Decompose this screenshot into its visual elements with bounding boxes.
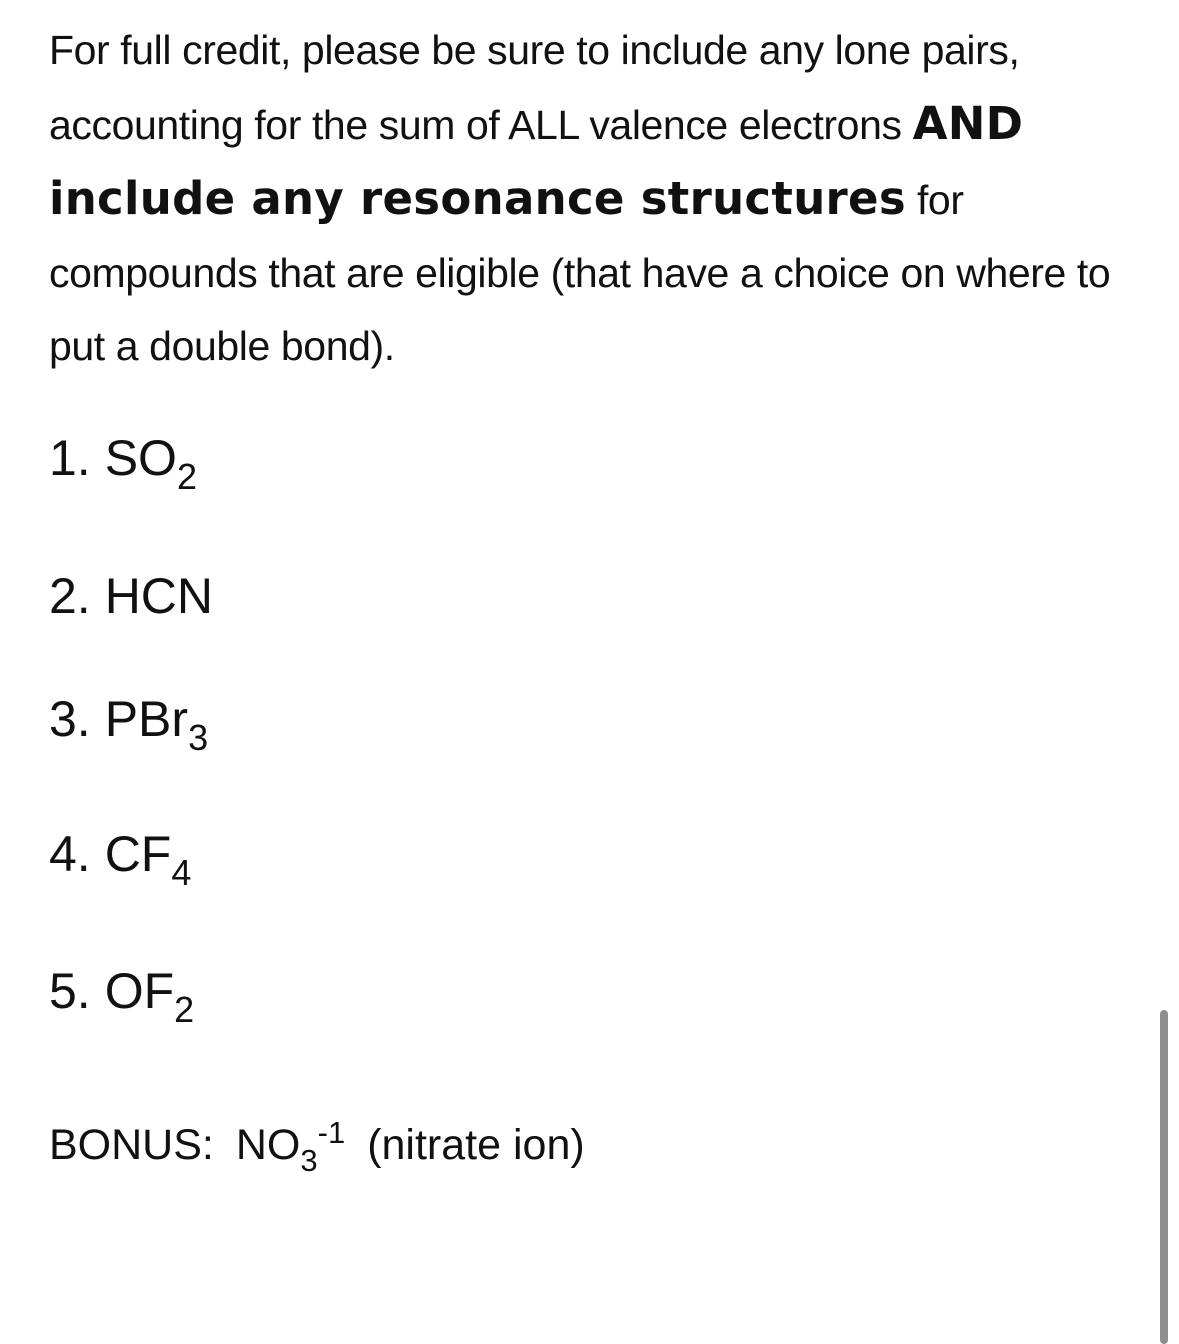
question-item — [49, 961, 195, 1030]
bonus-item — [49, 1115, 585, 1178]
formula: CF — [104, 826, 172, 882]
vertical-scrollbar[interactable] — [1160, 1010, 1168, 1344]
bonus-subscript: 3 — [300, 1143, 318, 1178]
bonus-formula: NO — [235, 1121, 301, 1169]
question-number: 2. — [49, 568, 91, 624]
question-item — [49, 824, 192, 893]
bonus-charge: -1 — [317, 1115, 346, 1150]
instructions-paragraph — [49, 14, 1149, 383]
question-item — [49, 428, 197, 497]
bonus-description: (nitrate ion) — [367, 1121, 585, 1169]
formula-subscript: 4 — [171, 852, 192, 893]
formula-subscript: 2 — [176, 456, 197, 497]
formula: SO — [104, 430, 177, 486]
question-number: 1. — [49, 430, 91, 486]
formula: HCN — [104, 568, 214, 624]
instructions-text-end: for compounds that are eligible (that have a choice on where to put a double bond). — [49, 177, 1111, 369]
instructions-bold-text: AND include any resonance structures — [49, 97, 1024, 225]
formula: OF — [104, 963, 175, 1019]
question-number: 4. — [49, 826, 91, 882]
question-number: 5. — [49, 963, 91, 1019]
formula-subscript: 2 — [174, 989, 195, 1030]
question-item — [49, 566, 213, 626]
question-number: 3. — [49, 691, 91, 747]
formula-subscript: 3 — [188, 717, 209, 758]
instructions-text: For full credit, please be sure to include any lone pairs, accounting for the sum of ALL valence electrons — [49, 27, 1020, 148]
question-item — [49, 689, 209, 758]
bonus-label: BONUS: — [49, 1121, 214, 1169]
formula: PBr — [104, 691, 189, 747]
